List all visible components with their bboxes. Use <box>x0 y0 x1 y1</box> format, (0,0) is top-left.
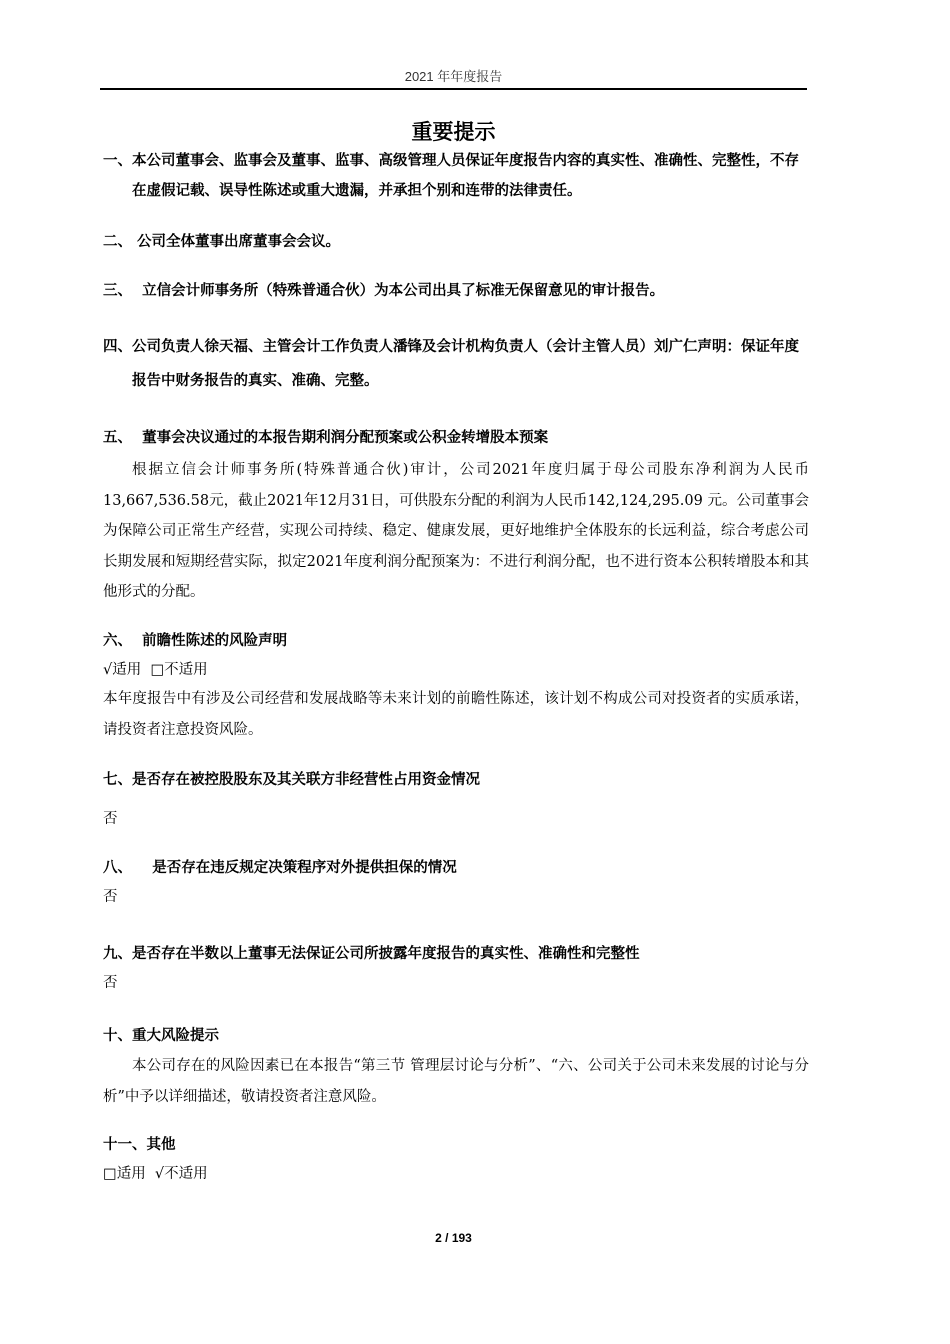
page-title: 重要提示 <box>411 120 496 144</box>
item-3 <box>103 276 809 306</box>
running-header: 2021 年年度报告 <box>404 69 503 84</box>
item-11-applicability: □适用 √不适用 <box>103 1166 208 1182</box>
item-1 <box>103 146 809 206</box>
item-8 <box>103 853 809 911</box>
item-7 <box>103 765 809 833</box>
item-11 <box>103 1130 809 1188</box>
item-8-heading: 八、 是否存在违反规定决策程序对外提供担保的情况 <box>103 860 457 876</box>
page-number: 2 / 193 <box>435 1231 472 1245</box>
item-4-text: 四、公司负责人徐天福、主管会计工作负责人潘锋及会计机构负责人（会计主管人员）刘广仁声明：保证年度报告中财务报告的真实、准确、完整。 <box>103 339 799 389</box>
item-9 <box>103 939 809 997</box>
item-10-body: 本公司存在的风险因素已在本报告“第三节 管理层讨论与分析”、“六、公司关于公司未来发展的讨论与分析”中予以详细描述，敬请投资者注意风险。 <box>103 1058 809 1105</box>
header-rule <box>100 88 807 90</box>
item-2 <box>103 227 809 257</box>
item-10-heading: 十、重大风险提示 <box>103 1028 219 1044</box>
item-4 <box>103 330 809 398</box>
item-7-heading: 七、是否存在被控股股东及其关联方非经营性占用资金情况 <box>103 772 480 788</box>
item-11-heading: 十一、其他 <box>103 1137 176 1153</box>
item-6 <box>103 626 809 745</box>
item-5-heading: 五、 董事会决议通过的本报告期利润分配预案或公积金转增股本预案 <box>103 430 549 446</box>
item-1-text: 一、本公司董事会、监事会及董事、监事、高级管理人员保证年度报告内容的真实性、准确性、完整性，不存在虚假记载、误导性陈述或重大遗漏，并承担个别和连带的法律责任。 <box>103 153 799 199</box>
item-2-text: 二、 公司全体董事出席董事会会议。 <box>103 234 341 250</box>
item-7-answer: 否 <box>103 811 118 827</box>
item-9-heading: 九、是否存在半数以上董事无法保证公司所披露年度报告的真实性、准确性和完整性 <box>103 946 640 962</box>
item-10 <box>103 1021 809 1112</box>
item-5-body: 根据立信会计师事务所(特殊普通合伙)审计，公司2021年度归属于母公司股东净利润为人民币13,667,536.58元，截止2021年12月31日，可供股东分配的利润为人民币142,124,295.09 元。公司董事会为保障公司正常生产经营，实现公司持续、稳定、健康发展，更好地维护全体股东的长远利益，综合考虑公司长期发展和短期经营实际，拟定2021年度利润分配预案为：不进行利润分配，也不进行资本公积转增股本和其他形式的分配。 <box>103 462 809 600</box>
item-6-applicability: √适用 □不适用 <box>103 662 208 678</box>
item-8-answer: 否 <box>103 889 118 905</box>
item-9-answer: 否 <box>103 975 118 991</box>
item-5 <box>103 423 809 608</box>
item-3-text: 三、 立信会计师事务所（特殊普通合伙）为本公司出具了标准无保留意见的审计报告。 <box>103 283 665 299</box>
item-6-body: 本年度报告中有涉及公司经营和发展战略等未来计划的前瞻性陈述，该计划不构成公司对投资者的实质承诺，请投资者注意投资风险。 <box>103 691 809 738</box>
item-6-heading: 六、 前瞻性陈述的风险声明 <box>103 633 288 649</box>
